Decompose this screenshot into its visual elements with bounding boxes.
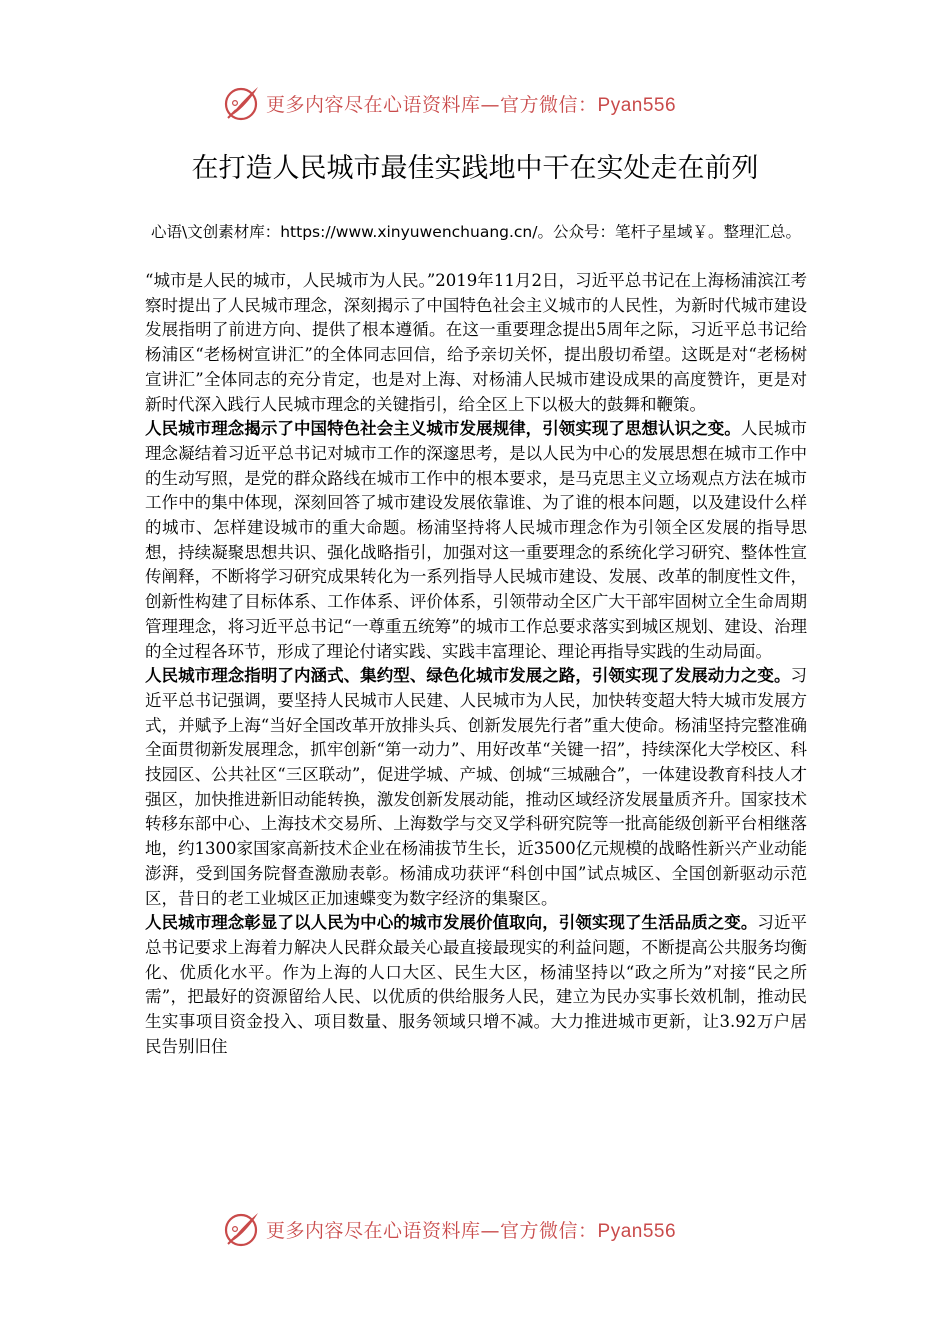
paragraph-lead: 人民城市理念揭示了中国特色社会主义城市发展规律，引领实现了思想认识之变。 xyxy=(145,419,741,439)
paragraph-lead: 人民城市理念彰显了以人民为中心的城市发展价值取向，引领实现了生活品质之变。 xyxy=(145,913,758,933)
document-title: 在打造人民城市最佳实践地中干在实处走在前列 xyxy=(191,153,759,184)
banner-text xyxy=(266,90,676,117)
quill-logo-icon xyxy=(222,83,262,123)
paragraph-text: 人民城市理念凝结着习近平总书记对城市工作的深邃思考，是以人民为中心的发展思想在城市工作中的生动写照，是党的群众路线在城市工作中的根本要求，是马克思主义立场观点方法在城市工作中的集中体现，深刻回答了城市建设发展依靠谁、为了谁的根本问题，以及建设什么样的城市、怎样建设城市的重大命题。杨浦坚持将人民城市理念作为引领全区发展的指导思想，持续凝聚思想共识、强化战略指引，加强对这一重要理念的系统化学习研究、整体性宣传阐释，不断将学习研究成果转化为一系列指导人民城市建设、发展、改革的制度性文件，创新性构建了目标体系、工作体系、评价体系，引领带动全区广大干部牢固树立全生命周期管理理念，将习近平总书记“一尊重五统筹”的城市工作总要求落实到城区规划、建设、治理的全过程各环节，形成了理论付诸实践、实践丰富理论、理论再指导实践的生动局面。 xyxy=(145,419,808,661)
paragraph-text: 习近平总书记要求上海着力解决人民群众最关心最直接最现实的利益问题，不断提高公共服务均衡化、优质化水平。作为上海的人口大区、民生大区，杨浦坚持以“政之所为”对接“民之所需”，把最好的资源留给人民、以优质的供给服务人民，建立为民办实事长效机制，推动民生实事项目资金投入、项目数量、服务领域只增不减。大力推进城市更新，让3.92万户居民告别旧住 xyxy=(145,913,808,1056)
paragraph-quality-change xyxy=(145,911,807,1059)
source-line: 心语\文创素材库：https://www.xinyuwenchuang.cn/。公众号：笔杆子星域￥。整理汇总。 xyxy=(151,223,801,241)
paragraph-lead: 人民城市理念指明了内涵式、集约型、绿色化城市发展之路，引领实现了发展动力之变。 xyxy=(145,666,791,686)
article-body xyxy=(145,269,807,1060)
banner-slogan: 更多内容尽在心语资料库—官方微信： xyxy=(266,1219,598,1242)
banner-wechat-id: Pyan556 xyxy=(597,1220,677,1242)
paragraph-intro xyxy=(145,269,807,417)
banner-wechat-id: Pyan556 xyxy=(597,94,677,116)
paragraph-text: 习近平总书记强调，要坚持人民城市人民建、人民城市为人民，加快转变超大特大城市发展方式，并赋予上海“当好全国改革开放排头兵、创新发展先行者”重大使命。杨浦坚持完整准确全面贯彻新发展理念，抓牢创新“第一动力”、用好改革“关键一招”，持续深化大学校区、科技园区、公共社区“三区联动”，促进学城、产城、创城“三城融合”，一体建设教育科技人才强区，加快推进新旧动能转换，激发创新发展动能，推动区域经济发展量质齐升。国家技术转移东部中心、上海技术交易所、上海数学与交叉学科研究院等一批高能级创新平台相继落地，约1300家国家高新技术企业在杨浦拔节生长，近3500亿元规模的战略性新兴产业动能澎湃，受到国务院督查激励表彰。杨浦成功获评“科创中国”试点城区、全国创新驱动示范区，昔日的老工业城区正加速蝶变为数字经济的集聚区。 xyxy=(145,666,807,908)
banner-text xyxy=(266,1216,676,1243)
footer-banner xyxy=(222,1208,742,1250)
paragraph-thought-change xyxy=(145,417,807,664)
banner-slogan: 更多内容尽在心语资料库—官方微信： xyxy=(266,93,598,116)
header-banner xyxy=(222,82,742,124)
paragraph-momentum-change xyxy=(145,664,807,911)
paragraph-text: “城市是人民的城市，人民城市为人民。”2019年11月2日，习近平总书记在上海杨浦滨江考察时提出了人民城市理念，深刻揭示了中国特色社会主义城市的人民性，为新时代城市建设发展指明了前进方向、提供了根本遵循。在这一重要理念提出5周年之际，习近平总书记给杨浦区“老杨树宣讲汇”的全体同志回信，给予亲切关怀，提出殷切希望。这既是对“老杨树宣讲汇”全体同志的充分肯定，也是对上海、对杨浦人民城市建设成果的高度赞许，更是对新时代深入践行人民城市理念的关键指引，给全区上下以极大的鼓舞和鞭策。 xyxy=(145,271,807,414)
quill-logo-icon xyxy=(222,1209,262,1249)
